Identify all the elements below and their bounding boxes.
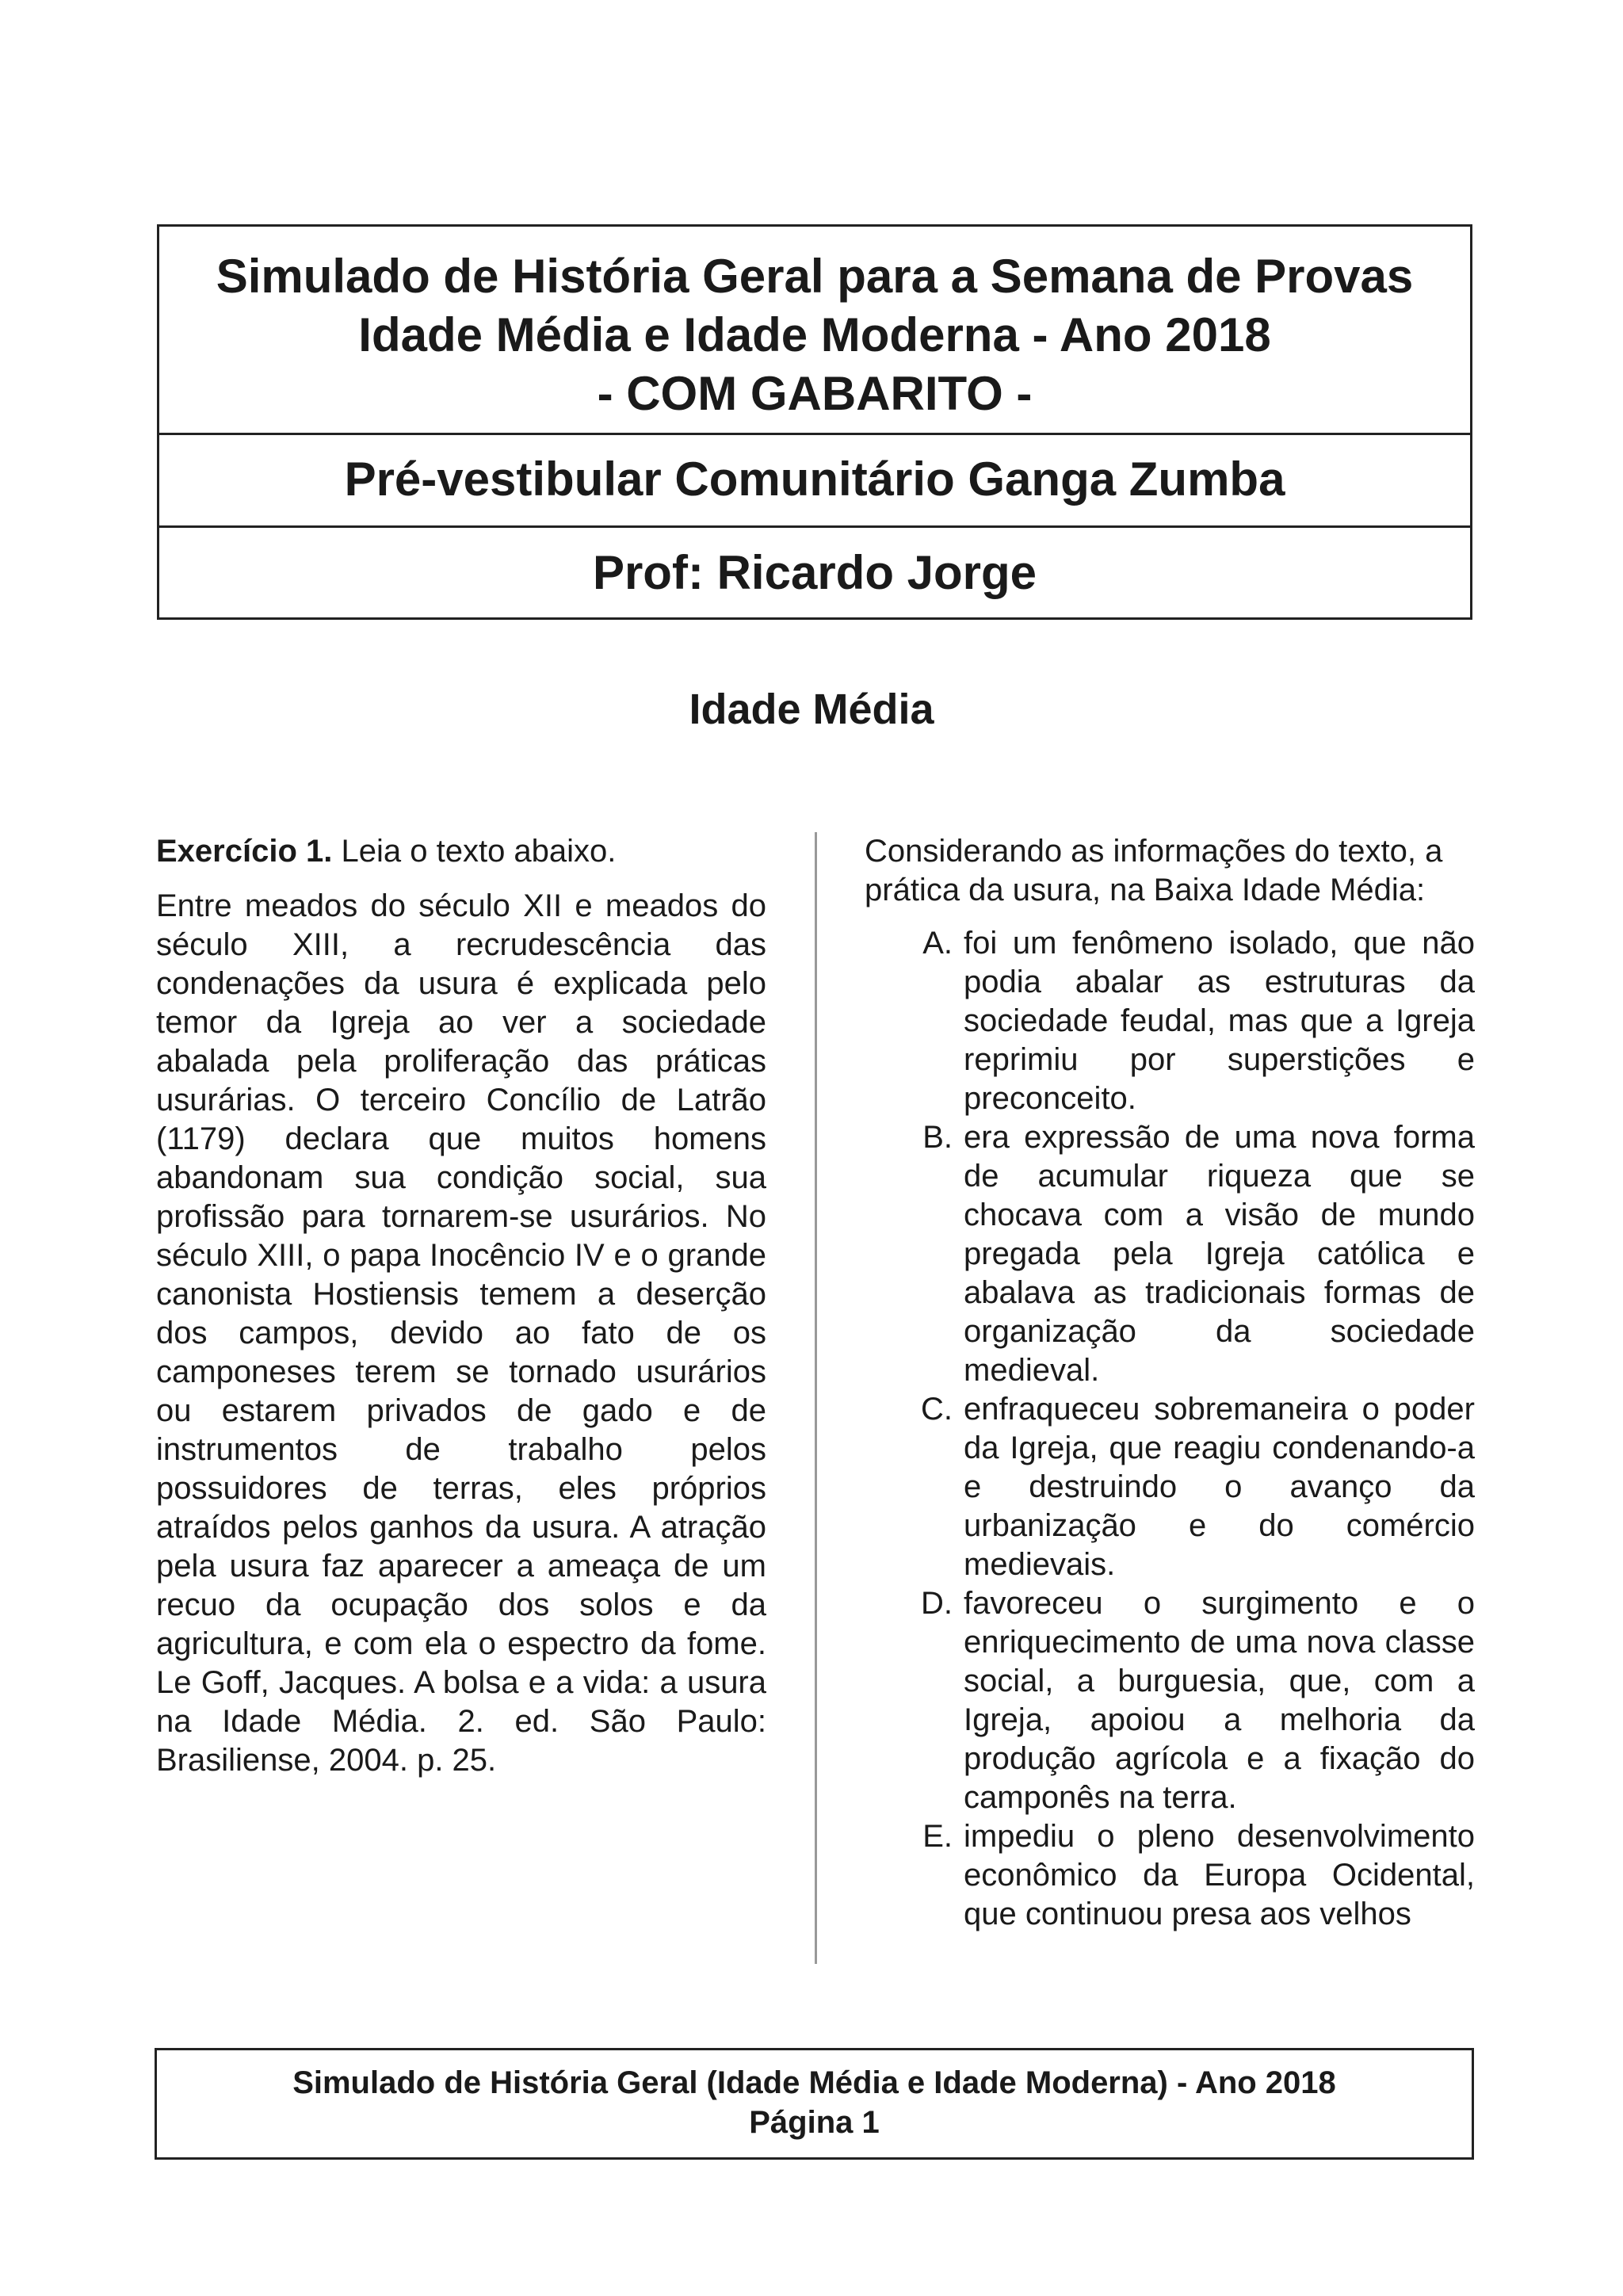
column-divider (815, 832, 817, 1964)
option-letter: C. (921, 1392, 953, 1427)
answer-option (865, 1817, 1475, 1934)
footer-title: Simulado de História Geral (Idade Média e Idade Moderna) - Ano 2018 (292, 2065, 1336, 2100)
header-box (157, 224, 1472, 620)
exercise-passage: Entre meados do século XII e meados do século XIII, a recrudescência das condenações da usura é explicada pelo temor da Igreja ao ver a sociedade abalada pela proliferação das práticas usurárias. O terceiro Concílio de Latrão (1179) declara que muitos homens abandonam sua condição social, sua profissão para tornarem-se usurários. No século XIII, o papa Inocêncio IV e o grande canonista Hostiensis temem a deserção dos campos, devido ao fato de os camponeses terem se tornado usurários ou estarem privados de gado e de instrumentos de trabalho pelos possuidores de terras, eles próprios atraídos pelos ganhos da usura. A atração pela usura faz aparecer a ameaça de um recuo da ocupação dos solos e da agricultura, e com ela o espectro da fome. Le Goff, Jacques. A bolsa e a vida: a usura na Idade Média. 2. ed. São Paulo: Brasiliense, 2004. p. 25. (156, 888, 766, 1778)
option-text: favoreceu o surgimento e o enriquecimento de uma nova classe social, a burguesia, que, com a Igreja, apoiou a melhoria da produção agrícola e a fixação do camponês na terra. (964, 1586, 1475, 1815)
title-line-1: Simulado de História Geral para a Semana de Provas (216, 250, 1414, 303)
answer-option (865, 1118, 1475, 1390)
option-text: era expressão de uma nova forma de acumular riqueza que se chocava com a visão de mundo pregada pela Igreja católica e abalava as tradicionais formas de organização da sociedade medieval. (964, 1120, 1475, 1388)
answer-option (865, 1390, 1475, 1584)
right-column (865, 832, 1475, 1934)
exercise-label: Exercício 1. (156, 834, 333, 869)
answer-options (865, 924, 1475, 1934)
title-line-3: - COM GABARITO - (597, 367, 1033, 420)
exercise-instruction: Leia o texto abaixo. (341, 834, 617, 869)
professor-name: Prof: Ricardo Jorge (592, 546, 1037, 599)
option-letter: B. (922, 1120, 953, 1155)
section-title: Idade Média (689, 686, 934, 733)
page-footer (155, 2048, 1474, 2160)
option-text: impediu o pleno desenvolvimento econômico da Europa Ocidental, que continuou presa aos velhos (964, 1819, 1475, 1931)
title-line-2: Idade Média e Idade Moderna - Ano 2018 (358, 308, 1271, 361)
document-title (159, 227, 1470, 435)
option-text: foi um fenômeno isolado, que não podia abalar as estruturas da sociedade feudal, mas que a Igreja reprimiu por superstições e preconceito. (964, 926, 1475, 1116)
answer-option (865, 1584, 1475, 1817)
school-name: Pré-vestibular Comunitário Ganga Zumba (159, 435, 1470, 528)
option-letter: E. (922, 1819, 953, 1854)
exercise-heading (156, 832, 766, 871)
option-text: enfraqueceu sobremaneira o poder da Igreja, que reagiu condenando-a e destruindo o avanço da urbanização e do comércio medievais. (964, 1392, 1475, 1582)
answer-option (865, 924, 1475, 1118)
option-letter: D. (921, 1586, 953, 1621)
page-number: Página 1 (749, 2105, 880, 2140)
left-column (156, 832, 766, 1780)
option-letter: A. (922, 926, 953, 961)
question-stem: Considerando as informações do texto, a prática da usura, na Baixa Idade Média: (865, 834, 1443, 907)
